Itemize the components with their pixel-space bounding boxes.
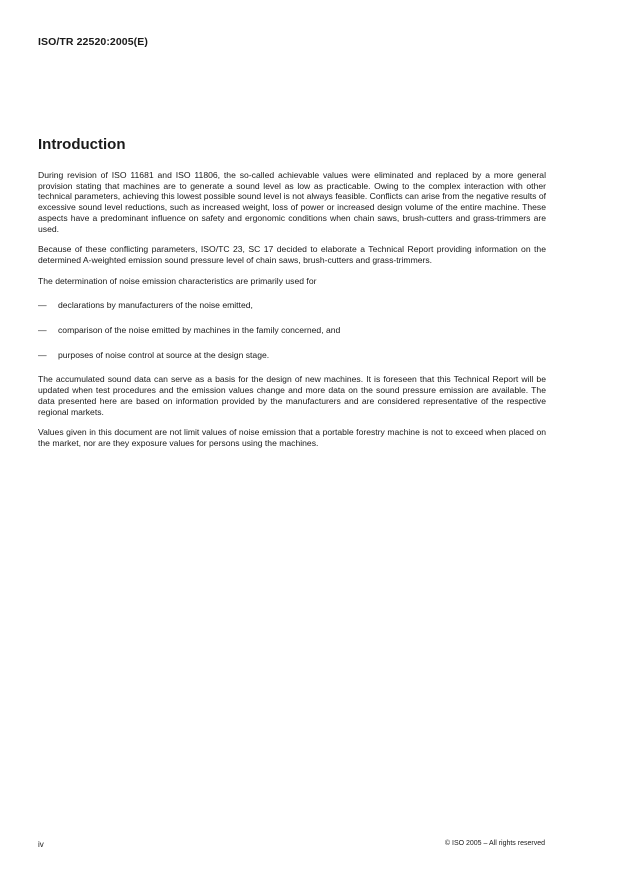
body-content bbox=[38, 170, 546, 459]
intro-paragraph-3: The determination of noise emission characteristics are primarily used for bbox=[38, 275, 317, 286]
document-id-header: ISO/TR 22520:2005(E) bbox=[38, 36, 148, 48]
closing-paragraph-2: Values given in this document are not limit values of noise emission that a portable forestry machine is not to exceed when placed on the market, nor are they exposure values for persons using the machines. bbox=[38, 427, 546, 448]
section-title: Introduction bbox=[38, 136, 126, 153]
intro-paragraph-2: Because of these conflicting parameters, ISO/TC 23, SC 17 decided to elaborate a Technical Report providing information on the determined A-weighted emission sound pressure level of chain saws, brush-cutters and grass-trimmers. bbox=[38, 244, 546, 265]
list-dash-marker: — bbox=[38, 325, 47, 336]
list-item bbox=[38, 350, 546, 361]
copyright-notice: © ISO 2005 – All rights reserved bbox=[444, 840, 545, 847]
list-item-text: purposes of noise control at source at the design stage. bbox=[58, 349, 270, 360]
list-item bbox=[38, 325, 546, 336]
list-item-text: comparison of the noise emitted by machines in the family concerned, and bbox=[58, 325, 341, 336]
intro-paragraph-1: During revision of ISO 11681 and ISO 11806, the so-called achievable values were eliminated and replaced by a more general provision stating that machines are to generate a sound level as low as practicable. Owing to the complex interaction with other technical parameters, achieving this lowest possible sound level is not always feasible. Conflicts can arise from the negative results of excessive sound level reductions, such as increased weight, loss of power or increased design volume of the entire machine. These aspects have a predominant influence on safety and ergonomic conditions when chain saws, brush-cutters and grass-trimmers are used. bbox=[38, 170, 546, 234]
list-item bbox=[38, 300, 546, 311]
list-dash-marker: — bbox=[38, 300, 47, 311]
list-item-text: declarations by manufacturers of the noise emitted, bbox=[58, 300, 253, 311]
list-dash-marker: — bbox=[38, 349, 47, 360]
page-number: iv bbox=[38, 840, 44, 849]
usage-list bbox=[38, 300, 546, 360]
closing-paragraph-1: The accumulated sound data can serve as a basis for the design of new machines. It is foreseen that this Technical Report will be updated when test procedures and the emission values change and more data on the sound pressure emission are available. The data presented here are based on information provided by the manufacturers and are considered representative of the respective regional markets. bbox=[38, 374, 546, 417]
